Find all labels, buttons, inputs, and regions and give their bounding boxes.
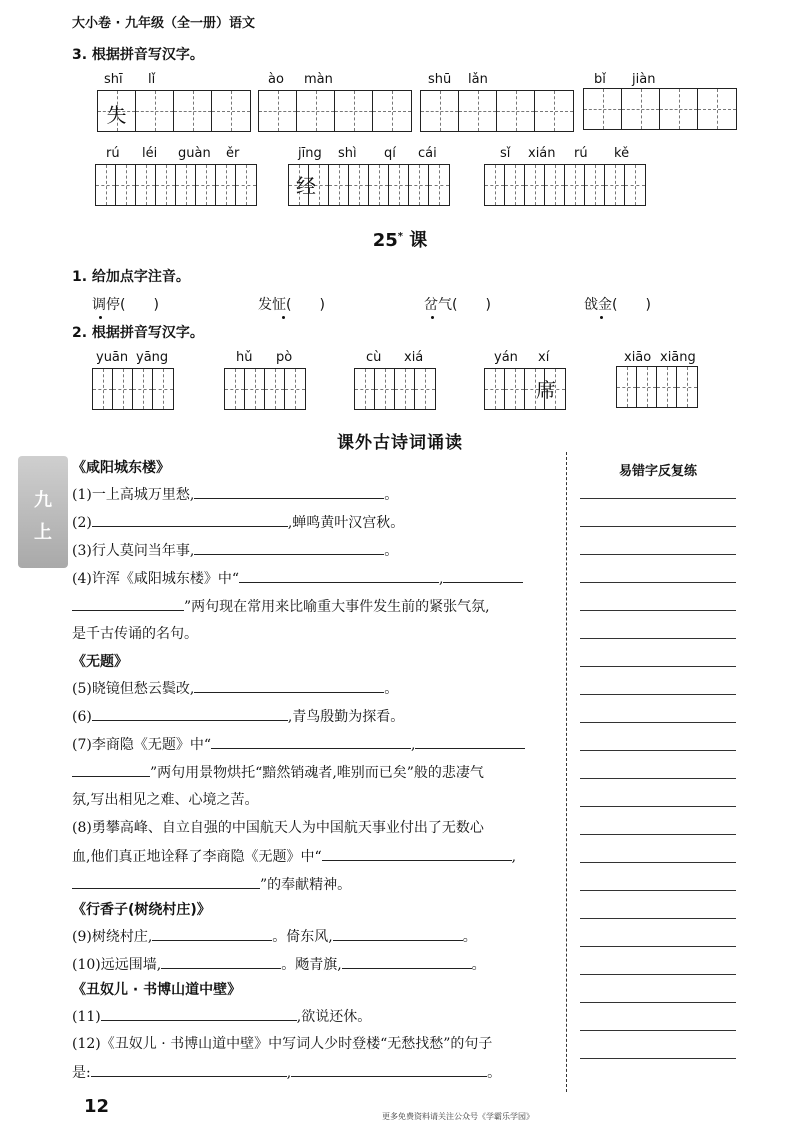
char-cell[interactable] bbox=[622, 89, 660, 129]
char-cell[interactable] bbox=[153, 369, 173, 409]
pinyin: rú bbox=[574, 146, 588, 161]
char-cell[interactable] bbox=[156, 165, 176, 205]
char-cell[interactable] bbox=[605, 165, 625, 205]
emphasis-dot bbox=[431, 316, 434, 319]
prefilled-char: 经 bbox=[296, 174, 316, 198]
poem-line: (11) ,欲说还休。 bbox=[72, 1006, 371, 1027]
poem-line: ”的奉献精神。 bbox=[72, 874, 351, 895]
char-cell[interactable] bbox=[525, 165, 545, 205]
pinyin: xiāo bbox=[624, 350, 652, 365]
char-cell[interactable] bbox=[335, 91, 373, 131]
zhuyin-item: 戗金( ) bbox=[584, 297, 651, 313]
char-cell[interactable] bbox=[259, 91, 297, 131]
char-cell[interactable] bbox=[96, 165, 116, 205]
practice-line[interactable] bbox=[580, 694, 736, 695]
pinyin: yuān bbox=[96, 350, 129, 365]
char-cell[interactable] bbox=[265, 369, 285, 409]
practice-line[interactable] bbox=[580, 498, 736, 499]
char-cell[interactable] bbox=[373, 91, 411, 131]
poem-line: ”两句用景物烘托“黯然销魂者,唯别而已矣”般的悲凄气 bbox=[72, 762, 484, 783]
answer-blank[interactable] bbox=[92, 706, 288, 721]
pinyin: ěr bbox=[226, 146, 240, 161]
char-cell[interactable] bbox=[497, 91, 535, 131]
poem-line: (2) ,蝉鸣黄叶汉宫秋。 bbox=[72, 512, 404, 533]
char-cell[interactable] bbox=[285, 369, 305, 409]
poem-line: (12)《丑奴儿 · 书博山道中壁》中写词人少时登楼“无愁找愁”的句子 bbox=[72, 1036, 493, 1052]
pinyin: sǐ bbox=[500, 146, 511, 161]
char-cell[interactable] bbox=[429, 165, 449, 205]
pinyin: qí bbox=[384, 146, 396, 161]
poem-line: (1)一上高城万里愁, 。 bbox=[72, 484, 398, 505]
practice-line[interactable] bbox=[580, 946, 736, 947]
char-grid-ao-man bbox=[258, 90, 412, 132]
side-tab-char: 上 bbox=[34, 522, 52, 543]
char-cell[interactable] bbox=[369, 165, 389, 205]
footer-note: 更多免费资料请关注公众号《学霸乐学园》 bbox=[382, 1112, 534, 1121]
zhuyin-item: 发怔( ) bbox=[258, 297, 325, 313]
char-cell[interactable] bbox=[389, 165, 409, 205]
pinyin: guàn bbox=[178, 146, 211, 161]
poem-line: (10)远远围墙, 。飏青旗, 。 bbox=[72, 954, 486, 975]
pinyin: ào bbox=[268, 72, 284, 87]
pinyin: léi bbox=[142, 146, 158, 161]
poem-line: 是: , 。 bbox=[72, 1062, 501, 1083]
char-cell[interactable] bbox=[415, 369, 435, 409]
char-cell[interactable] bbox=[565, 165, 585, 205]
answer-blank[interactable] bbox=[194, 540, 384, 555]
char-cell[interactable] bbox=[485, 165, 505, 205]
pinyin: rú bbox=[106, 146, 120, 161]
pinyin: jīng bbox=[298, 146, 322, 161]
char-cell[interactable] bbox=[657, 367, 677, 407]
answer-blank[interactable] bbox=[415, 734, 525, 749]
poem-title: 《丑奴儿 · 书博山道中壁》 bbox=[72, 982, 242, 998]
char-cell[interactable] bbox=[93, 369, 113, 409]
pinyin: yán bbox=[494, 350, 518, 365]
char-cell[interactable] bbox=[625, 165, 645, 205]
question-1-label: 1. 给加点字注音。 bbox=[72, 269, 190, 285]
pinyin: shū bbox=[428, 72, 452, 87]
char-cell[interactable] bbox=[113, 369, 133, 409]
answer-blank[interactable] bbox=[161, 954, 281, 969]
char-cell[interactable] bbox=[637, 367, 657, 407]
book-header: 大小卷 · 九年级（全一册）语文 bbox=[72, 16, 255, 31]
practice-line[interactable] bbox=[580, 666, 736, 667]
pinyin: xiá bbox=[404, 350, 424, 365]
char-cell[interactable] bbox=[459, 91, 497, 131]
pinyin: lǐ bbox=[148, 72, 156, 87]
char-cell[interactable] bbox=[329, 165, 349, 205]
answer-blank[interactable] bbox=[72, 596, 184, 611]
char-cell[interactable] bbox=[349, 165, 369, 205]
char-grid-shu-lan bbox=[420, 90, 574, 132]
poem-line: (8)勇攀高峰、自立自强的中国航天人为中国航天事业付出了无数心 bbox=[72, 820, 484, 836]
char-grid-cu-xia bbox=[354, 368, 436, 410]
practice-line[interactable] bbox=[580, 722, 736, 723]
ancient-poetry-title: 课外古诗词诵读 bbox=[337, 433, 463, 453]
poem-line: (6) ,青鸟殷勤为探看。 bbox=[72, 706, 404, 727]
poem-line: ”两句现在常用来比喻重大事件发生前的紧张气氛, bbox=[72, 596, 490, 617]
char-grid-shi-li bbox=[97, 90, 251, 132]
char-grid-bi-jian bbox=[583, 88, 737, 130]
char-cell[interactable] bbox=[545, 165, 565, 205]
practice-line[interactable] bbox=[580, 526, 736, 527]
char-cell[interactable] bbox=[225, 369, 245, 409]
poem-title: 《行香子(树绕村庄)》 bbox=[72, 902, 211, 918]
char-cell[interactable] bbox=[116, 165, 136, 205]
poem-title: 《无题》 bbox=[72, 654, 128, 670]
poem-line: (9)树绕村庄, 。倚东风, 。 bbox=[72, 926, 477, 947]
char-cell[interactable]: 失 bbox=[98, 91, 136, 131]
poem-line: (7)李商隐《无题》中“ , bbox=[72, 734, 525, 755]
pinyin: cái bbox=[418, 146, 437, 161]
pinyin: màn bbox=[304, 72, 333, 87]
char-cell[interactable] bbox=[505, 165, 525, 205]
char-cell[interactable] bbox=[245, 369, 265, 409]
practice-line[interactable] bbox=[580, 750, 736, 751]
char-cell[interactable] bbox=[176, 165, 196, 205]
char-cell[interactable] bbox=[585, 165, 605, 205]
practice-line[interactable] bbox=[580, 1058, 736, 1059]
answer-blank[interactable] bbox=[342, 954, 472, 969]
column-divider bbox=[566, 452, 567, 1092]
char-cell[interactable] bbox=[136, 165, 156, 205]
practice-line[interactable] bbox=[580, 1030, 736, 1031]
practice-line[interactable] bbox=[580, 918, 736, 919]
pinyin: lǎn bbox=[468, 72, 488, 87]
practice-line[interactable] bbox=[580, 974, 736, 975]
answer-blank[interactable] bbox=[91, 1062, 287, 1077]
char-cell[interactable] bbox=[355, 369, 375, 409]
char-cell[interactable] bbox=[677, 367, 697, 407]
pinyin: shì bbox=[338, 146, 357, 161]
answer-blank[interactable] bbox=[101, 1006, 297, 1021]
answer-blank[interactable] bbox=[333, 926, 463, 941]
practice-line[interactable] bbox=[580, 834, 736, 835]
answer-blank[interactable] bbox=[194, 678, 384, 693]
char-cell[interactable] bbox=[236, 165, 256, 205]
char-cell[interactable] bbox=[409, 165, 429, 205]
char-cell[interactable] bbox=[375, 369, 395, 409]
pinyin: shī bbox=[104, 72, 123, 87]
pinyin: xiāng bbox=[660, 350, 696, 365]
practice-line[interactable] bbox=[580, 806, 736, 807]
prefilled-char: 席 bbox=[536, 378, 556, 402]
poem-line: 氛,写出相见之难、心境之苦。 bbox=[72, 792, 259, 808]
practice-line[interactable] bbox=[580, 582, 736, 583]
answer-blank[interactable] bbox=[194, 484, 384, 499]
answer-blank[interactable] bbox=[92, 512, 288, 527]
emphasis-dot bbox=[282, 316, 285, 319]
poem-line: (5)晓镜但愁云鬓改, 。 bbox=[72, 678, 398, 699]
char-cell[interactable] bbox=[196, 165, 216, 205]
poem-line: (4)许浑《咸阳城东楼》中“ , bbox=[72, 568, 523, 589]
char-cell[interactable] bbox=[395, 369, 415, 409]
char-cell[interactable] bbox=[485, 369, 505, 409]
emphasis-dot bbox=[600, 316, 603, 319]
char-cell[interactable] bbox=[174, 91, 212, 131]
side-tab-char: 九 bbox=[34, 490, 52, 511]
char-grid-yuan-yang bbox=[92, 368, 174, 410]
char-cell[interactable] bbox=[297, 91, 335, 131]
char-cell[interactable] bbox=[660, 89, 698, 129]
page-number: 12 bbox=[84, 1096, 110, 1117]
answer-blank[interactable] bbox=[152, 926, 272, 941]
answer-blank[interactable] bbox=[72, 762, 150, 777]
grade-side-tab bbox=[18, 456, 68, 568]
answer-blank[interactable] bbox=[443, 568, 523, 583]
poem-title: 《咸阳城东楼》 bbox=[72, 460, 170, 476]
pinyin: jiàn bbox=[632, 72, 656, 87]
zhuyin-item: 岔气( ) bbox=[424, 297, 491, 313]
lesson-title: 25* 课 bbox=[372, 230, 428, 251]
practice-line[interactable] bbox=[580, 862, 736, 863]
char-cell[interactable] bbox=[698, 89, 736, 129]
char-cell[interactable] bbox=[216, 165, 236, 205]
pinyin: xián bbox=[528, 146, 556, 161]
char-cell[interactable] bbox=[505, 369, 525, 409]
answer-blank[interactable] bbox=[322, 846, 512, 861]
char-cell[interactable] bbox=[535, 91, 573, 131]
poem-line: (3)行人莫问当年事, 。 bbox=[72, 540, 398, 561]
answer-blank[interactable] bbox=[72, 874, 260, 889]
pinyin: kě bbox=[614, 146, 630, 161]
char-grid-xiao-xiang bbox=[616, 366, 698, 408]
pinyin: yāng bbox=[136, 350, 169, 365]
char-cell[interactable] bbox=[421, 91, 459, 131]
char-grid-ru-lei-guan-er bbox=[95, 164, 257, 206]
emphasis-dot bbox=[99, 316, 102, 319]
practice-line[interactable] bbox=[580, 610, 736, 611]
char-cell[interactable] bbox=[617, 367, 637, 407]
char-cell[interactable] bbox=[136, 91, 174, 131]
zhuyin-item: 调停( ) bbox=[92, 297, 159, 313]
practice-line[interactable] bbox=[580, 1002, 736, 1003]
char-grid-si-xian-ru-ke bbox=[484, 164, 646, 206]
answer-blank[interactable] bbox=[239, 568, 439, 583]
pinyin: pò bbox=[276, 350, 293, 365]
practice-line[interactable] bbox=[580, 890, 736, 891]
practice-line[interactable] bbox=[580, 778, 736, 779]
char-cell[interactable] bbox=[133, 369, 153, 409]
pinyin: bǐ bbox=[594, 72, 606, 87]
char-grid-hu-po bbox=[224, 368, 306, 410]
review-title: 易错字反复练 bbox=[618, 464, 697, 479]
practice-line[interactable] bbox=[580, 554, 736, 555]
char-cell[interactable] bbox=[584, 89, 622, 129]
pinyin: xí bbox=[538, 350, 550, 365]
poem-line: 是千古传诵的名句。 bbox=[72, 626, 198, 642]
pinyin: hǔ bbox=[236, 350, 253, 365]
answer-blank[interactable] bbox=[211, 734, 411, 749]
poem-line: 血,他们真正地诠释了李商隐《无题》中“ , bbox=[72, 846, 516, 867]
question-2-label: 2. 根据拼音写汉字。 bbox=[72, 325, 204, 341]
practice-line[interactable] bbox=[580, 638, 736, 639]
pinyin: cù bbox=[366, 350, 382, 365]
answer-blank[interactable] bbox=[291, 1062, 487, 1077]
question-3-label: 3. 根据拼音写汉字。 bbox=[72, 47, 204, 63]
char-cell[interactable] bbox=[212, 91, 250, 131]
